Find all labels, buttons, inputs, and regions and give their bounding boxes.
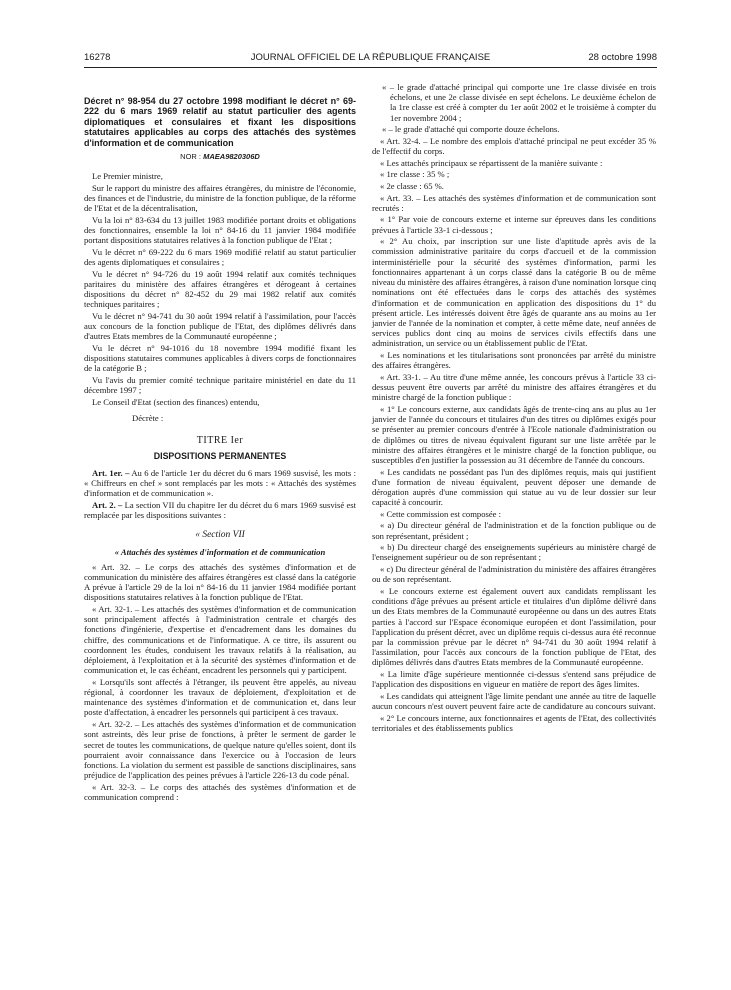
- paragraph: « 1° Le concours externe, aux candidats âgés de trente-cinq ans au plus au 1er janvier de l'année du concours et titulaires d'un des titres ou diplômes exigés pour se présenter au premier concours d'entrée à l'Ecole nationale d'administration ou de diplômes ou titres de niveau équivalent figurant sur une liste arrêtée par le ministre des affaires étrangères et le ministre chargé de la fonction publique, ou susceptibles d'en justifier la possession au 31 décembre de l'année du concours.: [372, 403, 656, 465]
- article-label: Art. 1er. –: [92, 467, 130, 478]
- left-column: [84, 96, 356, 804]
- paragraph: « Les attachés principaux se répartissent de la manière suivante :: [380, 157, 603, 168]
- article-2: [84, 500, 356, 520]
- paragraph: « b) Du directeur chargé des enseignements supérieurs au ministère chargé de l'enseignement supérieur ou de son représentant ;: [372, 542, 656, 563]
- paragraph: « Les candidats qui atteignent l'âge limite pendant une année au titre de laquelle aucun concours n'est ouvert peuvent faire acte de candidature au concours suivant.: [372, 690, 656, 712]
- issue-date: 28 octobre 1998: [588, 52, 657, 63]
- header-rule: [84, 67, 657, 68]
- decrete: Décrète :: [132, 413, 164, 424]
- section-heading: « Section VII: [195, 530, 245, 541]
- decree-title: Décret n° 98-954 du 27 octobre 1998 modifiant le décret n° 69-222 du 6 mars 1969 relatif au statut particulier des agents diplomatiques et consulaires et fixant les dispositions statutaires applicables au corps des attachés des systèmes d'information et de communication: [84, 96, 356, 148]
- paragraph: « 2° Au choix, par inscription sur une liste d'aptitude après avis de la commission administrative paritaire du corps d'accueil et de la commission interministérielle pour la sécurité des systèmes d'information, parmi les fonctionnaires appartenant à un corps classé dans la catégorie B ou de même niveau du ministère des affaires étrangères, à raison d'une nomination lorsque cinq nominations ont été effectuées dans le corps des attachés des systèmes d'information et de communication en application des dispositions du 1° du présent article. Les intéressés doivent être âgés de quarante ans au moins au 1er janvier de l'année de la nomination et compter, à cette même date, neuf années de services publics dont cinq au moins de services civils effectifs dans une administration, un service ou un établissement public de l'Etat.: [372, 236, 656, 349]
- article-text: La section VII du chapitre Ier du décret du 6 mars 1969 susvisé est remplacée par les dispositions suivantes :: [84, 499, 356, 520]
- paragraph: Le Conseil d'Etat (section des finances) entendu,: [92, 396, 260, 407]
- paragraph: Le Premier ministre,: [92, 171, 163, 182]
- paragraph: Vu le décret n° 94-1016 du 18 novembre 1994 modifié fixant les dispositions statutaires communes applicables à divers corps de fonctionnaires de la catégorie B ;: [84, 342, 356, 374]
- paragraph: Vu la loi n° 83-634 du 13 juillet 1983 modifiée portant droits et obligations des fonctionnaires, ensemble la loi n° 84-16 du 11 janvier 1984 modifiée portant dispositions statutaires relatives à la fonction publique de l'Etat ;: [84, 214, 356, 246]
- paragraph: « 2e classe : 65 %.: [380, 180, 444, 191]
- dispositions-heading: DISPOSITIONS PERMANENTES: [153, 451, 287, 462]
- paragraph: « a) Du directeur général de l'administration et de la fonction publique ou de son représentant, président ;: [372, 520, 656, 541]
- article-text: Au 6 de l'article 1er du décret du 6 mars 1969 susvisé, les mots : « Chiffreurs en chef » sont remplacés par les mots : « Attachés des systèmes d'information et de communication ».: [84, 467, 356, 499]
- paragraph: « Art. 33-1. – Au titre d'une même année, les concours prévus à l'article 33 ci-dessus peuvent être ouverts par arrêté du ministre des affaires étrangères et du ministre chargé de la fonction publique :: [372, 371, 656, 403]
- paragraph: Vu le décret n° 94-726 du 19 août 1994 relatif aux comités techniques paritaires du ministère des affaires étrangères et dérogeant à certaines dispositions du décret n° 82-452 du 29 mai 1982 relatif aux comités techniques paritaires ;: [84, 268, 356, 310]
- list-item: « – le grade d'attaché qui comporte douze échelons.: [382, 124, 560, 135]
- nor-label: NOR :: [180, 152, 202, 162]
- paragraph: « Cette commission est composée :: [380, 508, 502, 519]
- paragraph: « 2° Le concours interne, aux fonctionnaires et agents de l'Etat, des collectivités territoriales et des établissements publics: [372, 712, 656, 733]
- article-1: [84, 468, 356, 499]
- right-column: [372, 82, 656, 735]
- paragraph: « Les candidats ne possédant pas l'un des diplômes requis, mais qui justifient d'une formation de niveau équivalent, peuvent déposer une demande de dérogation auprès d'une commission qui statue au vu de leur dossier sur leur capacité à concourir.: [372, 466, 656, 508]
- paragraph: Sur le rapport du ministre des affaires étrangères, du ministre de l'économie, des finances et de l'industrie, du ministre de la fonction publique, de la réforme de l'Etat et de la décentralisation,: [84, 182, 356, 214]
- paragraph: Vu le décret n° 69-222 du 6 mars 1969 modifié relatif au statut particulier des agents diplomatiques et consulaires ;: [84, 246, 356, 268]
- paragraph: « c) Du directeur général de l'administration du ministère des affaires étrangères ou de son représentant.: [372, 564, 656, 585]
- paragraph: « Art. 32-3. – Le corps des attachés des systèmes d'information et de communication comprend :: [84, 781, 356, 802]
- journal-title: JOURNAL OFFICIEL DE LA RÉPUBLIQUE FRANÇAISE: [250, 52, 491, 63]
- paragraph: « Les nominations et les titularisations sont prononcées par arrêté du ministre des affaires étrangères.: [372, 349, 656, 371]
- paragraph: « Art. 33. – Les attachés des systèmes d'information et de communication sont recrutés :: [372, 192, 656, 213]
- article-label: Art. 2. –: [92, 499, 123, 510]
- nor-reference: [84, 153, 356, 162]
- nor-code: MAEA9820306D: [203, 152, 260, 162]
- paragraph: Vu le décret n° 94-741 du 30 août 1994 relatif à l'assimilation, pour l'accès aux concours de la fonction publique de l'Etat, des diplômes délivrés dans d'autres Etats membres de la Communauté européenne ;: [84, 310, 356, 342]
- list-item: « – le grade d'attaché principal qui comporte une 1re classe divisée en trois échelons, et une 2e classe divisée en sept échelons. Le deuxième échelon de la 1re classe est créé à compter du 1er août 2002 et le troisième à compter du 1er novembre 2004 ;: [382, 82, 656, 123]
- paragraph: « Le concours externe est également ouvert aux candidats remplissant les conditions d'âge prévues au présent article et titulaires d'un diplôme délivré dans un des Etats membres de la Communauté européenne ou dans un des autres Etats parties à l'accord sur l'Espace économique européen et dont l'assimilation, pour l'application du présent décret, avec un diplôme requis ci-dessus aura été reconnue par la commission prévue par le décret n° 94-741 du 30 août 1994 relatif à l'assimilation, pour l'accès aux concours de la fonction publique de l'Etat, des diplômes délivrés dans d'autres Etats membres de la Communauté européenne.: [372, 585, 656, 668]
- paragraph: « 1re classe : 35 % ;: [380, 169, 450, 180]
- section-subheading: « Attachés des systèmes d'information et de communication: [114, 547, 326, 558]
- titre-heading: TITRE Ier: [196, 435, 244, 447]
- paragraph: « Art. 32. – Le corps des attachés des systèmes d'information et de communication du ministère des affaires étrangères est classé dans la catégorie A prévue à l'article 29 de la loi n° 84-16 du 11 janvier 1984 modifiée portant dispositions statutaires relatives à la fonction publique de l'Etat.: [84, 561, 356, 603]
- paragraph: « La limite d'âge supérieure mentionnée ci-dessus s'entend sans préjudice de l'application des dispositions en vigueur en matière de report des âges limites.: [372, 669, 656, 690]
- paragraph: « Art. 32-4. – Le nombre des emplois d'attaché principal ne peut excéder 35 % de l'effectif du corps.: [372, 135, 656, 157]
- paragraph: « 1° Par voie de concours externe et interne sur épreuves dans les conditions prévues à l'article 33-1 ci-dessous ;: [372, 214, 656, 235]
- paragraph: « Art. 32-1. – Les attachés des systèmes d'information et de communication sont principalement affectés à l'administration centrale et chargés des fonctions d'ingénierie, d'expertise et d'encadrement dans les domaines du chiffre, des communications et de l'informatique. A ce titre, ils assurent ou coordonnent les études, conduisent les travaux relatifs à la réalisation, au déploiement, à l'exploitation et à la sécurité des systèmes d'information et de communication et, le cas échéant, encadrent les personnels qui y participent.: [84, 603, 356, 676]
- page-number: 16278: [84, 52, 111, 63]
- page-header: [84, 52, 657, 66]
- paragraph: Vu l'avis du premier comité technique paritaire ministériel en date du 11 décembre 1997 ;: [84, 375, 356, 396]
- paragraph: « Lorsqu'ils sont affectés à l'étranger, ils peuvent être appelés, au niveau régional, à coordonner les travaux de déploiement, d'exploitation et de maintenance des systèmes d'information et de communication et, dans leur poste d'affectation, à encadrer les personnels qui participent à ces travaux.: [84, 676, 356, 718]
- paragraph: « Art. 32-2. – Les attachés des systèmes d'information et de communication sont astreints, dès leur prise de fonctions, à prêter le serment de garder le secret de toutes les communications, de quelque nature qu'elles soient, dont ils pourraient avoir connaissance dans l'exercice ou à l'occasion de leurs fonctions. La violation du serment est passible de sanctions disciplinaires, sans préjudice de l'application des peines prévues à l'article 226-13 du code pénal.: [84, 719, 356, 781]
